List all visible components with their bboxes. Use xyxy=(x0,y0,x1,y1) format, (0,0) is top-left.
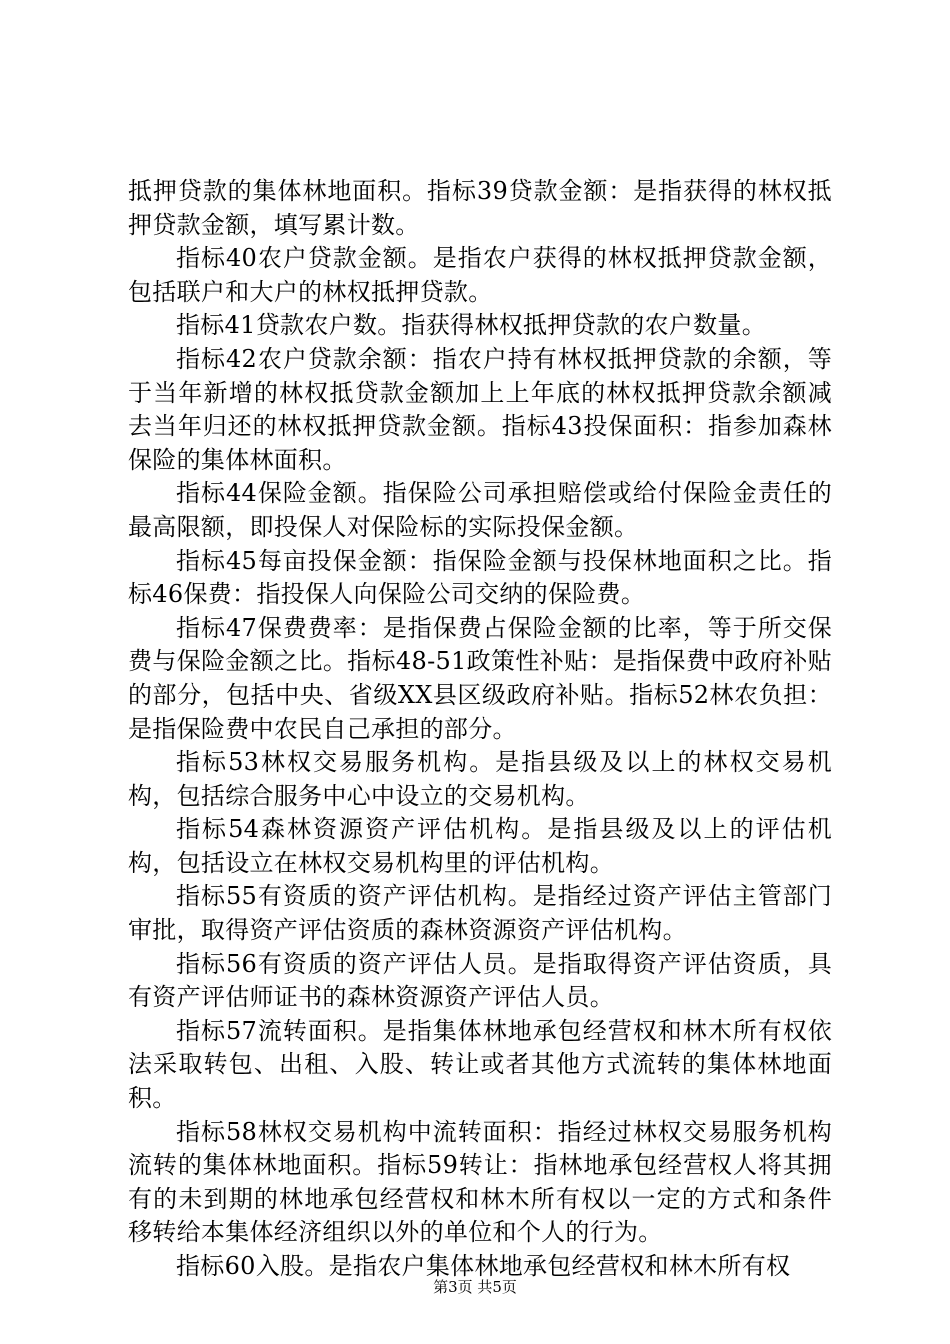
paragraph-5: 指标44保险金额。指保险公司承担赔偿或给付保险金责任的最高限额，即投保人对保险标的实际投保金额。 xyxy=(128,479,832,541)
paragraph-8: 指标53林权交易服务机构。是指县级及以上的林权交易机构，包括综合服务中心中设立的交易机构。 xyxy=(128,748,832,810)
paragraph-7: 指标47保费费率：是指保费占保险金额的比率，等于所交保费与保险金额之比。指标48-51政策性补贴：是指保费中政府补贴的部分，包括中央、省级XX县区级政府补贴。指标52林农负担：是指保险费中农民自己承担的部分。 xyxy=(128,613,832,743)
paragraph-2: 指标40农户贷款金额。是指农户获得的林权抵押贷款金额，包括联户和大户的林权抵押贷款。 xyxy=(128,244,832,306)
paragraph-11: 指标56有资质的资产评估人员。是指取得资产评估资质，具有资产评估师证书的森林资源资产评估人员。 xyxy=(128,949,832,1012)
document-body xyxy=(128,175,832,1284)
paragraph-14: 指标60入股。是指农户集体林地承包经营权和林木所有权 xyxy=(176,1252,791,1280)
paragraph-9: 指标54森林资源资产评估机构。是指县级及以上的评估机构，包括设立在林权交易机构里的评估机构。 xyxy=(128,815,832,877)
page-number-label: 第3页 共5页 xyxy=(433,1278,517,1296)
paragraph-4: 指标42农户贷款余额：指农户持有林权抵押贷款的余额，等于当年新增的林权抵贷款金额加上上年底的林权抵押贷款余额减去当年归还的林权抵押贷款金额。指标43投保面积：指参加森林保险的集体林面积。 xyxy=(128,344,832,474)
paragraph-13: 指标58林权交易机构中流转面积：指经过林权交易服务机构流转的集体林地面积。指标59转让：指林地承包经营权人将其拥有的未到期的林地承包经营权和林木所有权以一定的方式和条件移转给本集体经济组织以外的单位和个人的行为。 xyxy=(128,1117,832,1247)
page-footer xyxy=(0,1277,950,1297)
paragraph-12: 指标57流转面积。是指集体林地承包经营权和林木所有权依法采取转包、出租、入股、转让或者其他方式流转的集体林地面积。 xyxy=(128,1016,832,1113)
paragraph-6: 指标45每亩投保金额：指保险金额与投保林地面积之比。指标46保费：指投保人向保险公司交纳的保险费。 xyxy=(128,546,832,609)
paragraph-3: 指标41贷款农户数。指获得林权抵押贷款的农户数量。 xyxy=(176,311,767,340)
paragraph-10: 指标55有资质的资产评估机构。是指经过资产评估主管部门审批，取得资产评估资质的森林资源资产评估机构。 xyxy=(128,882,832,945)
paragraph-1: 抵押贷款的集体林地面积。指标39贷款金额：是指获得的林权抵押贷款金额，填写累计数。 xyxy=(128,177,832,239)
